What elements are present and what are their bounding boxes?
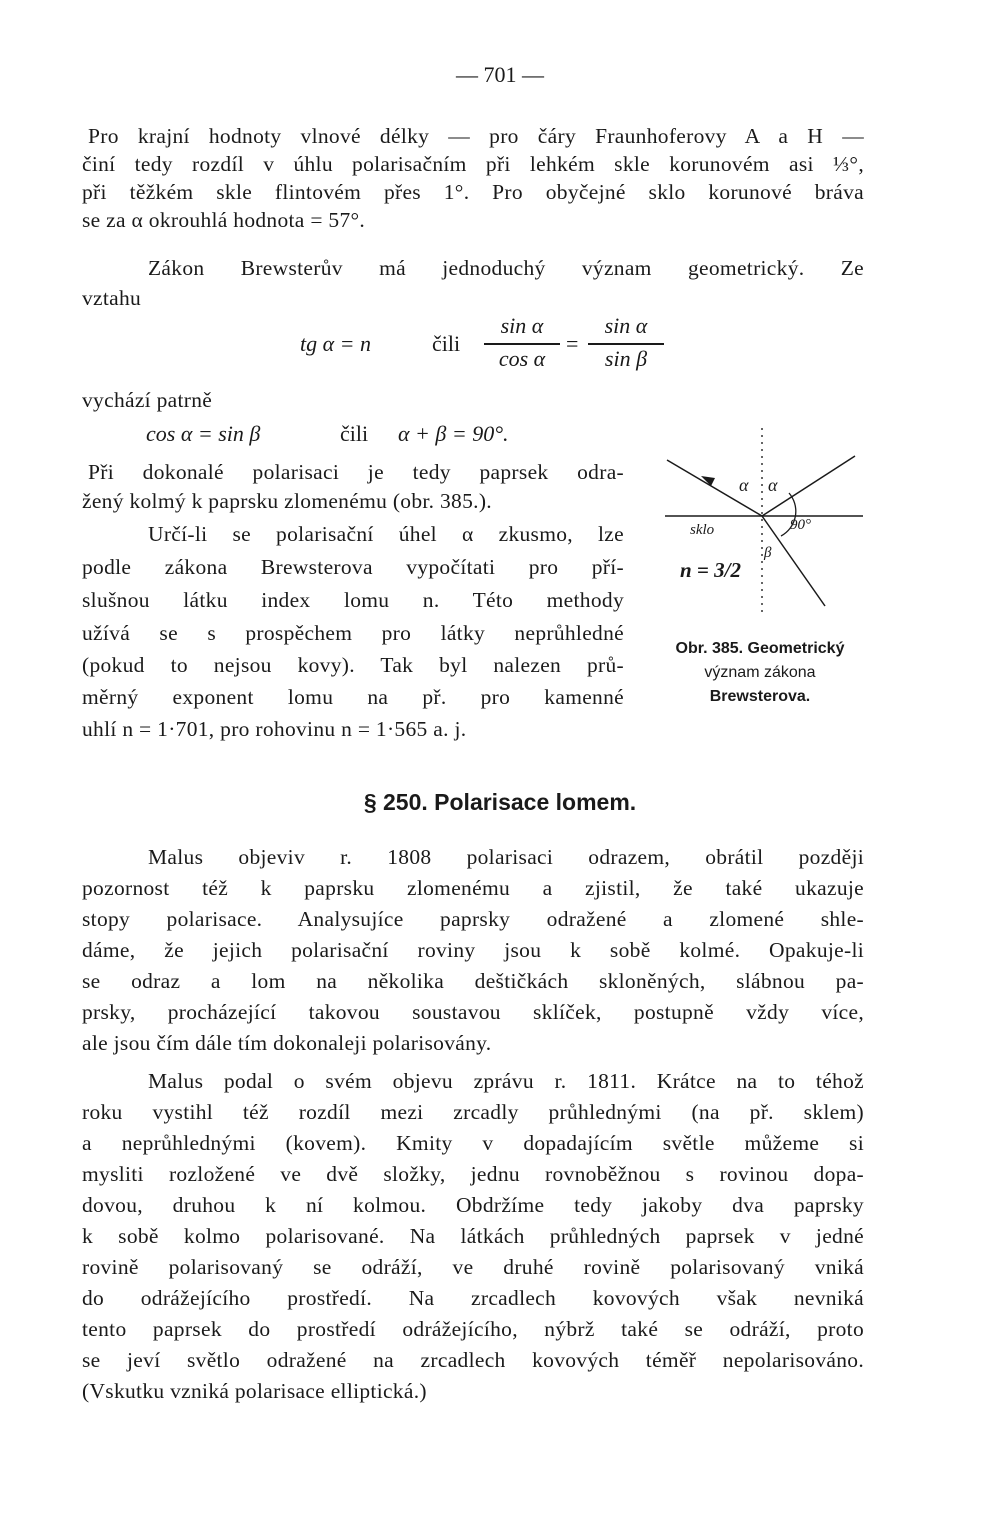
text-line: vychází patrně xyxy=(82,388,213,412)
text-line: k sobě kolmo polarisované. Na látkách průhledných paprsek v jedné xyxy=(82,1224,864,1248)
text-line: Při dokonalé polarisaci je tedy paprsek odra- xyxy=(88,460,624,484)
text-line: Zákon Brewsterův má jednoduchý význam geometrický. Ze xyxy=(148,256,864,280)
text-line: Pro krajní hodnoty vlnové délky — pro čáry Fraunhoferovy A a H — xyxy=(88,124,864,148)
text-line: prsky, procházející takovou soustavou sklíček, postupně vždy více, xyxy=(82,1000,864,1024)
text-line: stopy polarisace. Analysujíce paprsky odražené a zlomené shle- xyxy=(82,907,864,931)
text-line: Malus objeviv r. 1808 polarisaci odrazem, obrátil později xyxy=(148,845,864,869)
text-line: roku vystihl též rozdíl mezi zrcadly průhlednými (na př. sklem) xyxy=(82,1100,864,1124)
text-line: slušnou látku index lomu n. Této methody xyxy=(82,588,624,612)
text-line: Určí-li se polarisační úhel α zkusmo, lze xyxy=(148,522,624,546)
text-line: a neprůhlednými (kovem). Kmity v dopadajícím světle můžeme si xyxy=(82,1131,864,1155)
text-line: do odrážejícího prostředí. Na zrcadlech kovových však nevniká xyxy=(82,1286,864,1310)
text-line: tento paprsek do prostředí odrážejícího, nýbrž také se odráží, proto xyxy=(82,1317,864,1341)
text-line: (pokud to nejsou kovy). Tak byl nalezen prů- xyxy=(82,653,624,677)
formula-equals: = xyxy=(566,331,579,356)
glass-label: sklo xyxy=(690,522,715,538)
text-line: měrný exponent lomu na př. pro kamenné xyxy=(82,685,624,709)
fraction-bar xyxy=(484,343,560,345)
section-heading: § 250. Polarisace lomem. xyxy=(363,789,637,815)
text-line: ale jsou čím dále tím dokonaleji polarisovány. xyxy=(82,1031,492,1055)
text-line: vztahu xyxy=(82,286,142,310)
text-line: uhlí n = 1·701, pro rohovinu n = 1·565 a. j. xyxy=(82,717,467,741)
text-line: užívá se s prospěchem pro látky neprůhledné xyxy=(82,621,624,645)
ninety-degree-label: 90° xyxy=(790,517,811,533)
fraction-denominator: sin β xyxy=(604,346,648,371)
fraction-denominator: cos α xyxy=(498,346,546,371)
figure-caption-line: Obr. 385. Geometrický xyxy=(675,640,845,657)
formula-part: cos α = sin β xyxy=(146,421,261,446)
formula-cili: čili xyxy=(432,331,461,356)
formula-lhs: tg α = n xyxy=(300,331,372,356)
figure-caption-line: Brewsterova. xyxy=(709,688,811,705)
text-line: dáme, že jejich polarisační roviny jsou k sobě kolmé. Opakuje-li xyxy=(82,938,864,962)
alpha-left-label: α xyxy=(739,475,749,495)
text-line: dovou, druhou k ní kolmou. Obdržíme tedy jakoby dva paprsky xyxy=(82,1193,864,1217)
text-line: žený kolmý k paprsku zlomenému (obr. 385.). xyxy=(82,489,492,513)
page-number: — 701 — xyxy=(456,62,544,87)
text-line: se jeví světlo odražené na zrcadlech kovových téměř nepolarisováno. xyxy=(82,1348,864,1372)
text-line: při těžkém skle flintovém přes 1°. Pro obyčejné sklo korunové bráva xyxy=(82,180,864,204)
fraction-numerator: sin α xyxy=(604,313,648,338)
formula-part: α + β = 90°. xyxy=(398,421,509,446)
refractive-index-label: n = 3/2 xyxy=(680,558,741,582)
text-line: se odraz a lom na několika deštičkách skloněných, slábnou pa- xyxy=(82,969,864,993)
formula-cili: čili xyxy=(340,421,369,446)
text-line: rovině polarisovaný se odráží, ve druhé rovině polarisovaný vniká xyxy=(82,1255,864,1279)
text-line: pozornost též k paprsku zlomenému a zjistil, že také ukazuje xyxy=(82,876,864,900)
text-line: podle zákona Brewsterova vypočítati pro pří- xyxy=(82,555,624,579)
figure-caption-line: význam zákona xyxy=(704,664,816,681)
text-line: mysliti rozložené ve dvě složky, jednu rovnoběžnou s rovinou dopa- xyxy=(82,1162,864,1186)
brewster-diagram xyxy=(655,420,870,620)
text-line: (Vskutku vzniká polarisace elliptická.) xyxy=(82,1379,427,1403)
beta-label: β xyxy=(764,545,772,561)
text-line: Malus podal o svém objevu zprávu r. 1811. Krátce na to téhož xyxy=(148,1069,864,1093)
alpha-right-label: α xyxy=(768,475,778,495)
text-line: činí tedy rozdíl v úhlu polarisačním při lehkém skle korunovém asi ⅓°, xyxy=(82,152,864,176)
fraction-numerator: sin α xyxy=(500,313,544,338)
text-line: se za α okrouhlá hodnota = 57°. xyxy=(82,208,366,232)
fraction-bar xyxy=(588,343,664,345)
